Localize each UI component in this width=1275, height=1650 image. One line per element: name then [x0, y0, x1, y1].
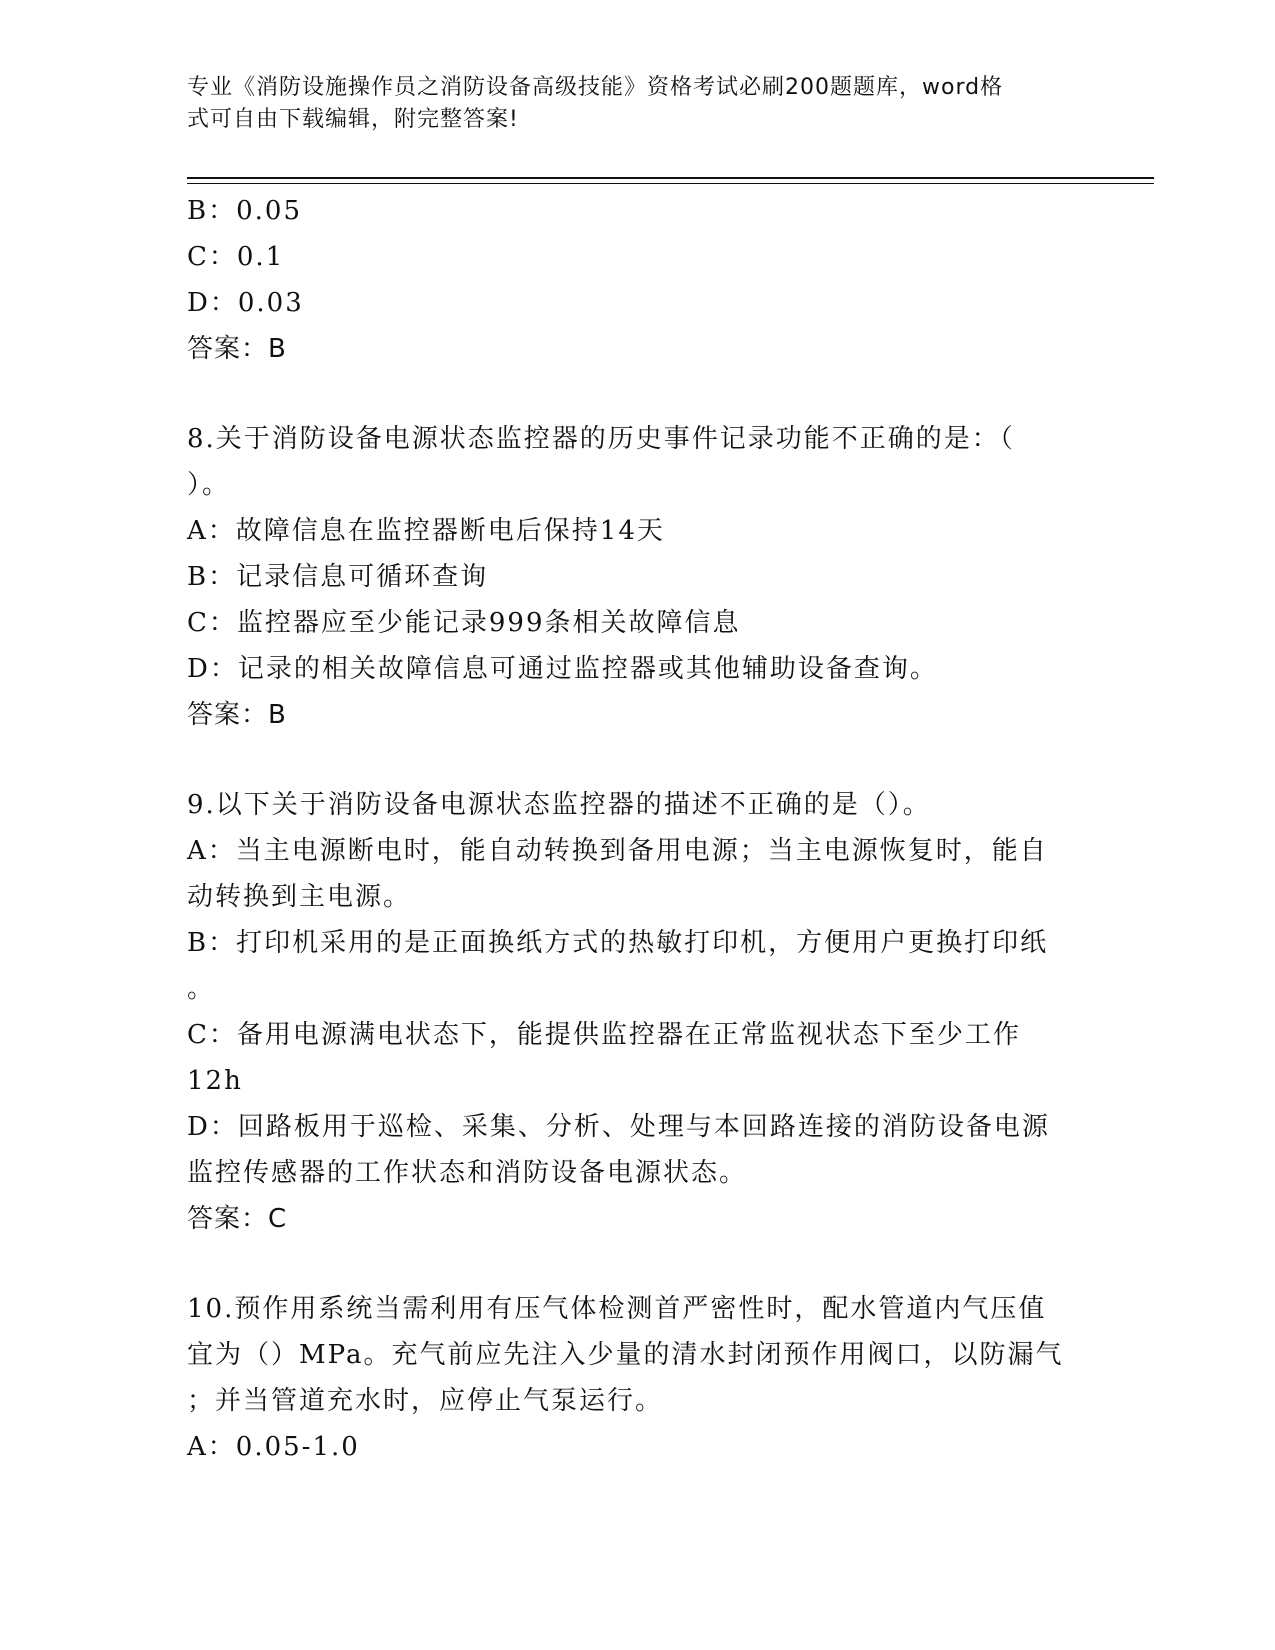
spacer	[187, 1242, 1087, 1286]
answer-line: 答案：B	[187, 334, 287, 364]
question-stem: 10.预作用系统当需利用有压气体检测首严密性时，配水管道内气压值	[187, 1294, 1047, 1324]
header-line-1: 专业《消防设施操作员之消防设备高级技能》资格考试必刷200题题库，word格	[187, 75, 1004, 100]
header-rule-thick	[187, 177, 1154, 179]
option-b: B：打印机采用的是正面换纸方式的热敏打印机，方便用户更换打印纸	[187, 928, 1049, 958]
option-d: D：回路板用于巡检、采集、分析、处理与本回路连接的消防设备电源	[187, 1112, 1050, 1142]
option-a-cont: 动转换到主电源。	[187, 882, 412, 912]
header-rule-thin	[187, 183, 1154, 184]
option-d-cont: 监控传感器的工作状态和消防设备电源状态。	[187, 1158, 748, 1188]
document-header	[187, 72, 1067, 136]
question-8	[187, 416, 1087, 738]
question-stem: ）。	[187, 470, 231, 500]
question-7-tail	[187, 188, 1087, 372]
spacer	[187, 372, 1087, 416]
question-stem: ；并当管道充水时，应停止气泵运行。	[187, 1386, 664, 1416]
option-c: C：0.1	[187, 242, 285, 272]
answer-line: 答案：C	[187, 1204, 288, 1234]
option-a: A：0.05-1.0	[187, 1432, 360, 1462]
option-c: C：监控器应至少能记录999条相关故障信息	[187, 608, 741, 638]
question-stem: 宜为（）MPa。充气前应先注入少量的清水封闭预作用阀口，以防漏气	[187, 1340, 1064, 1370]
header-line-2: 式可自由下载编辑，附完整答案!	[187, 107, 519, 132]
option-b: B：记录信息可循环查询	[187, 562, 489, 592]
question-9	[187, 782, 1087, 1242]
spacer	[187, 738, 1087, 782]
option-d: D：记录的相关故障信息可通过监控器或其他辅助设备查询。	[187, 654, 938, 684]
option-a: A：当主电源断电时，能自动转换到备用电源；当主电源恢复时，能自	[187, 836, 1048, 866]
option-a: A：故障信息在监控器断电后保持14天	[187, 516, 665, 546]
option-c: C：备用电源满电状态下，能提供监控器在正常监视状态下至少工作	[187, 1020, 1021, 1050]
answer-line: 答案：B	[187, 700, 287, 730]
option-c-cont: 12h	[187, 1066, 243, 1096]
option-b: B：0.05	[187, 196, 302, 226]
question-body	[187, 188, 1087, 1470]
question-stem: 8.关于消防设备电源状态监控器的历史事件记录功能不正确的是：（	[187, 424, 1015, 454]
option-d: D：0.03	[187, 288, 304, 318]
question-10	[187, 1286, 1087, 1470]
question-stem: 9.以下关于消防设备电源状态监控器的描述不正确的是（）。	[187, 790, 931, 820]
option-b-cont: 。	[187, 974, 216, 1004]
